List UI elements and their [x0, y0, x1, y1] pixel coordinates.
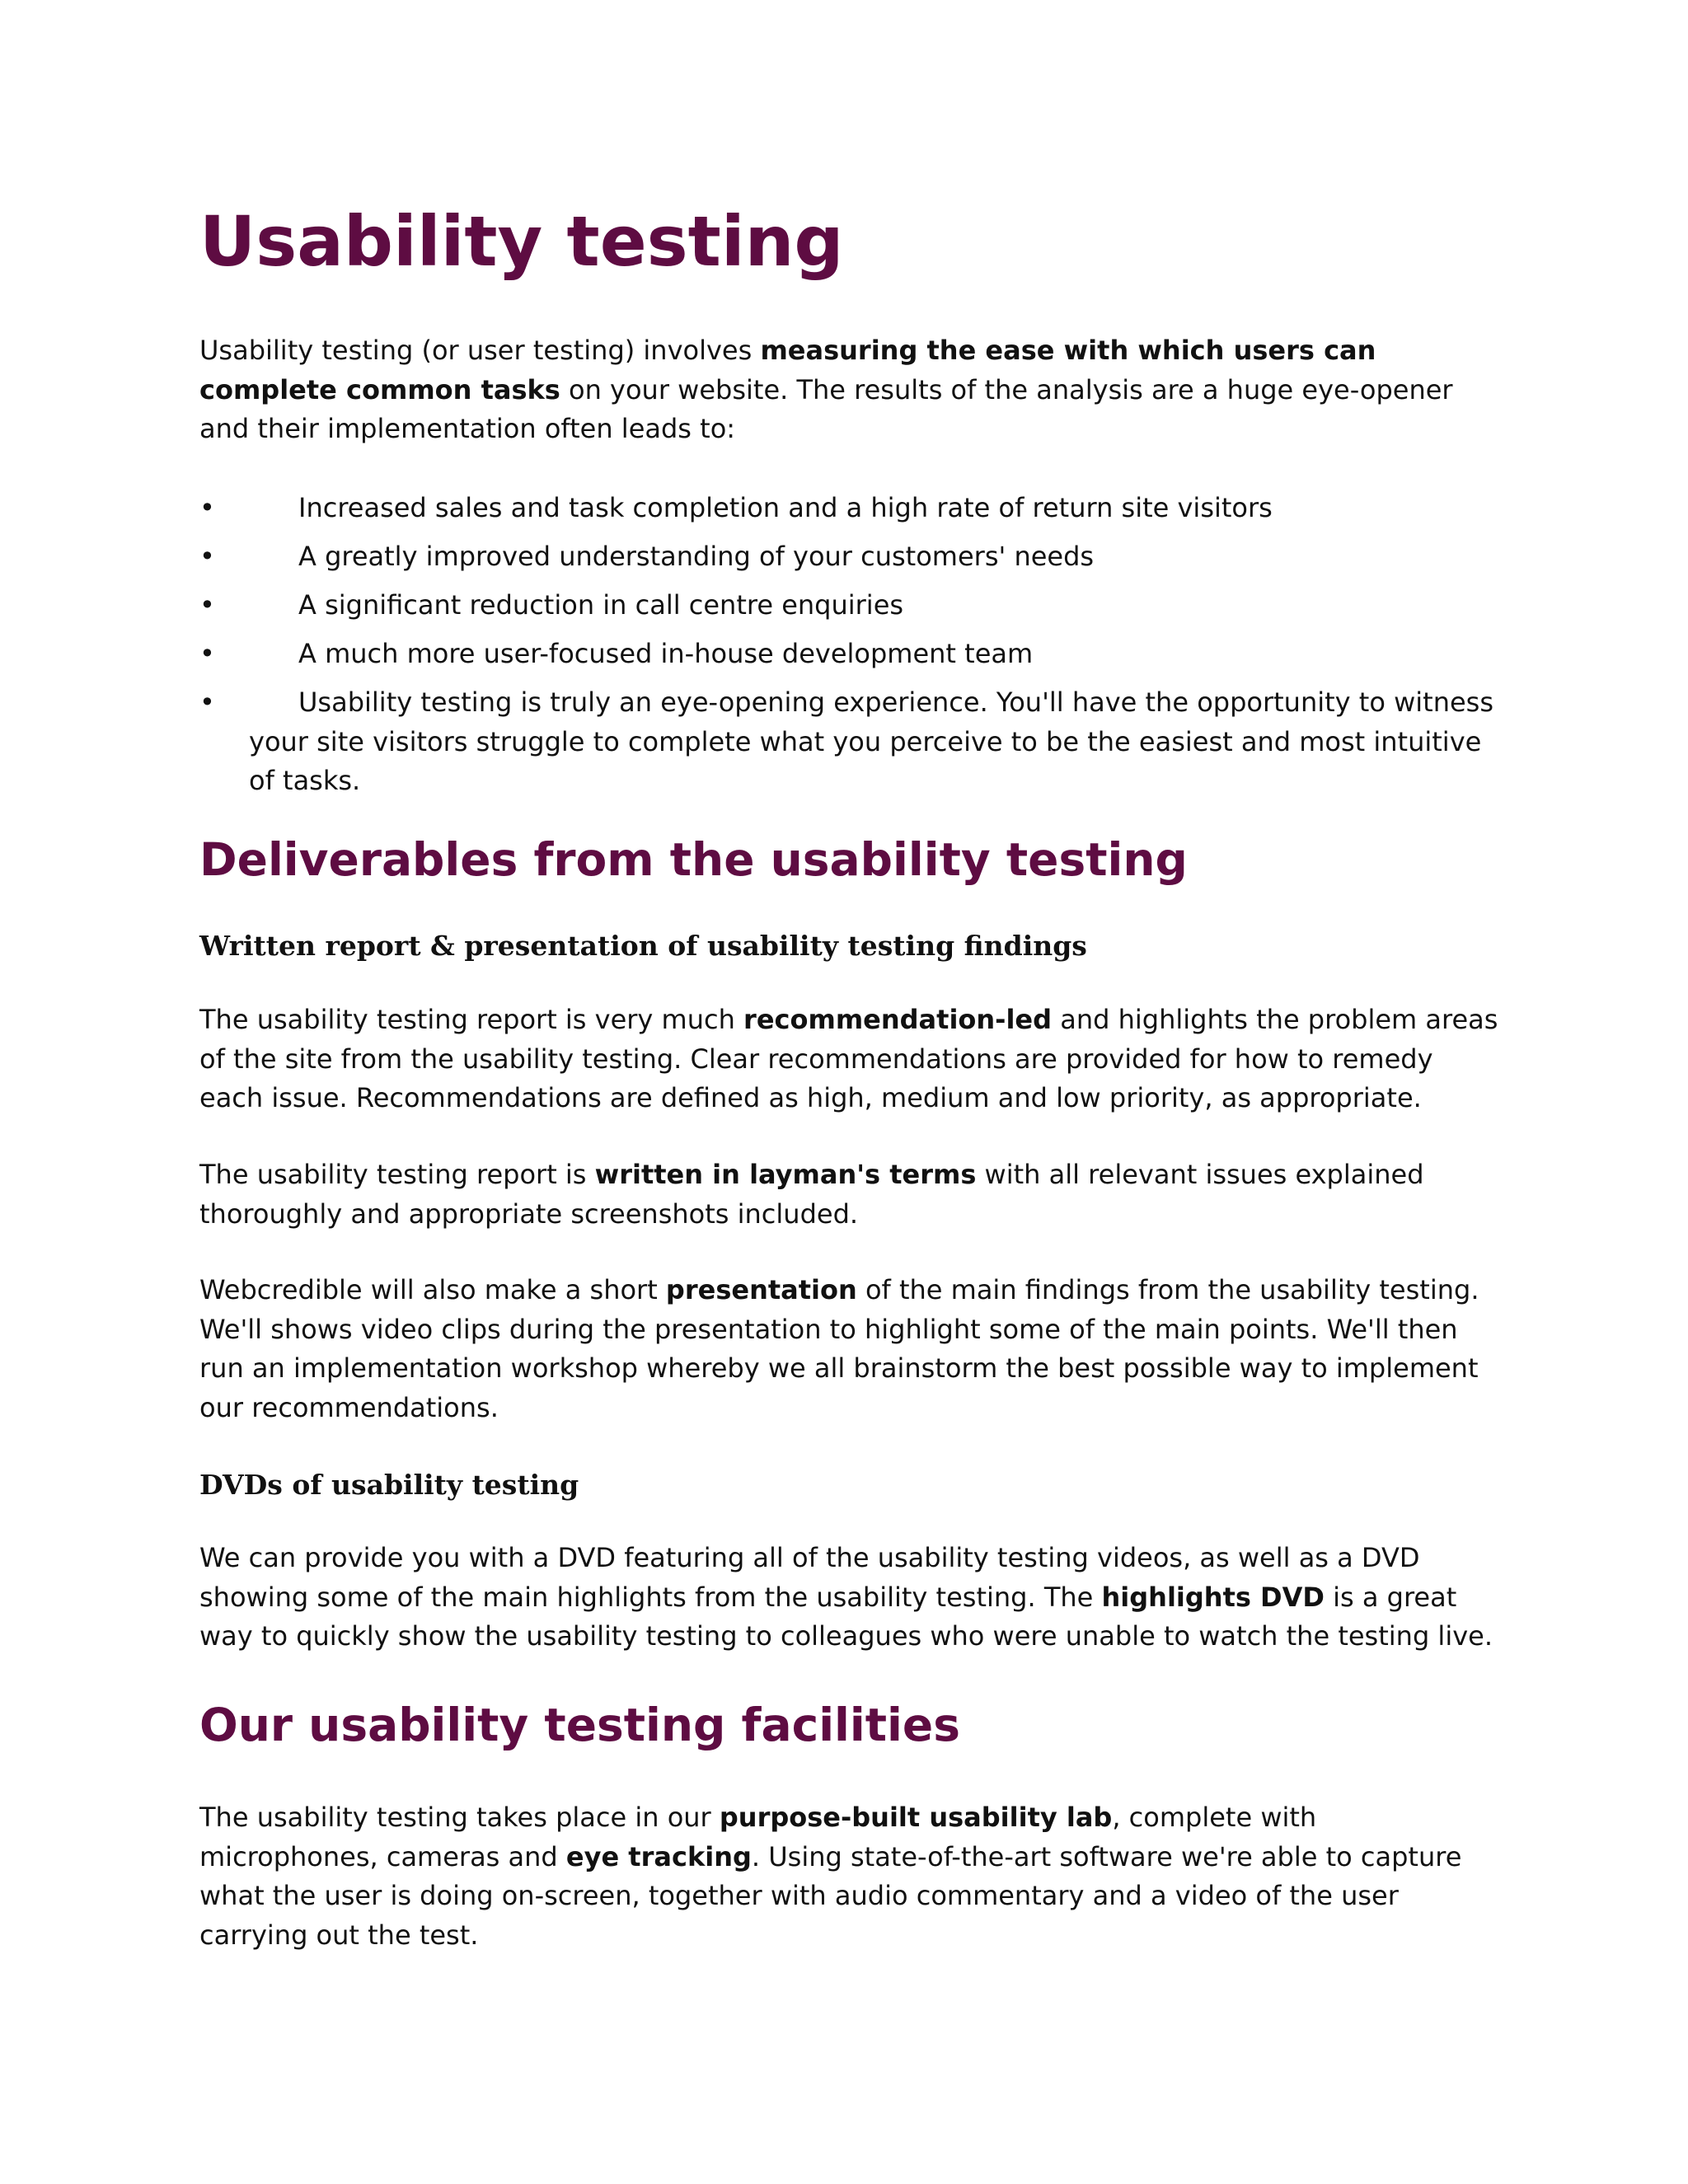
intro-text-2: on your website. The results of the analysis are a huge eye-opener and their implementation often leads to:	[199, 373, 1453, 444]
list-item	[199, 586, 1502, 626]
report-p3-text-1: Webcredible will also make a short	[199, 1274, 666, 1305]
report-subheading: Written report & presentation of usability testing findings	[199, 930, 1087, 962]
dvd-paragraph	[199, 1539, 1502, 1657]
bullet-icon: •	[199, 638, 215, 669]
presentation-paragraph	[199, 1271, 1502, 1427]
benefits-list	[199, 489, 1502, 810]
report-p3-text-2: of the main findings from the usability testing. We'll shows video clips during the presentation to highlight some of the main points. We'll then run an implementation workshop whereby we all brainstorm the best possible way to implement our recommendations.	[199, 1274, 1479, 1423]
intro-paragraph	[199, 331, 1502, 449]
facilities-text-1: The usability testing takes place in our	[199, 1802, 720, 1833]
facilities-text-2: , complete with microphones, cameras and	[199, 1802, 1317, 1872]
page-title: Usability testing	[199, 201, 844, 282]
facilities-text-3: . Using state-of-the-art software we're able to capture what the user is doing on-screen, together with audio commentary and a video of the user carrying out the test.	[199, 1840, 1462, 1951]
dvd-text-1: We can provide you with a DVD featuring all of the usability testing videos, as well as a DVD showing some of the main highlights from the usability testing. The	[199, 1542, 1420, 1613]
bullet-icon: •	[199, 589, 215, 621]
list-item-text: Increased sales and task completion and a high rate of return site visitors	[298, 492, 1273, 523]
list-item-text: A much more user-focused in-house development team	[298, 638, 1034, 669]
list-item	[199, 683, 1502, 801]
list-item	[199, 635, 1502, 674]
report-paragraph-1	[199, 1001, 1502, 1118]
report-p1-bold: recommendation-led	[743, 1004, 1053, 1035]
list-item-text: A significant reduction in call centre enquiries	[298, 589, 904, 621]
list-item-text: A greatly improved understanding of your customers' needs	[298, 541, 1095, 572]
report-p3-bold: presentation	[665, 1274, 857, 1305]
dvd-bold: highlights DVD	[1101, 1581, 1325, 1613]
report-paragraph-2	[199, 1155, 1502, 1234]
facilities-bold-2: eye tracking	[565, 1840, 752, 1872]
bullet-icon: •	[199, 541, 215, 572]
facilities-bold-1: purpose-built usability lab	[719, 1802, 1113, 1833]
deliverables-heading: Deliverables from the usability testing	[199, 833, 1188, 886]
report-p1-text-1: The usability testing report is very much	[199, 1004, 744, 1035]
facilities-heading: Our usability testing facilities	[199, 1699, 960, 1751]
report-p1-text-2: and highlights the problem areas of the site from the usability testing. Clear recommendations are provided for how to remedy each issue. Recommendations are defined as high, medium and low priority, as appropriate.	[199, 1004, 1498, 1113]
list-item	[199, 489, 1502, 528]
dvd-subheading: DVDs of usability testing	[199, 1469, 579, 1501]
bullet-icon: •	[199, 687, 215, 718]
report-p2-text-2: with all relevant issues explained thoroughly and appropriate screenshots included.	[199, 1159, 1424, 1230]
dvd-text-2: is a great way to quickly show the usability testing to colleagues who were unable to watch the testing live.	[199, 1581, 1493, 1652]
facilities-paragraph	[199, 1798, 1502, 1955]
intro-bold-1: measuring the ease with which users can complete common tasks	[199, 335, 1376, 405]
intro-text-1: Usability testing (or user testing) involves	[199, 335, 761, 366]
list-item-text: Usability testing is truly an eye-opening experience. You'll have the opportunity to witness your site visitors struggle to complete what you perceive to be the easiest and most intuitive of tasks.	[249, 687, 1493, 796]
report-p2-bold: written in layman's terms	[594, 1159, 977, 1190]
report-p2-text-1: The usability testing report is	[199, 1159, 595, 1190]
list-item	[199, 537, 1502, 577]
bullet-icon: •	[199, 492, 215, 523]
